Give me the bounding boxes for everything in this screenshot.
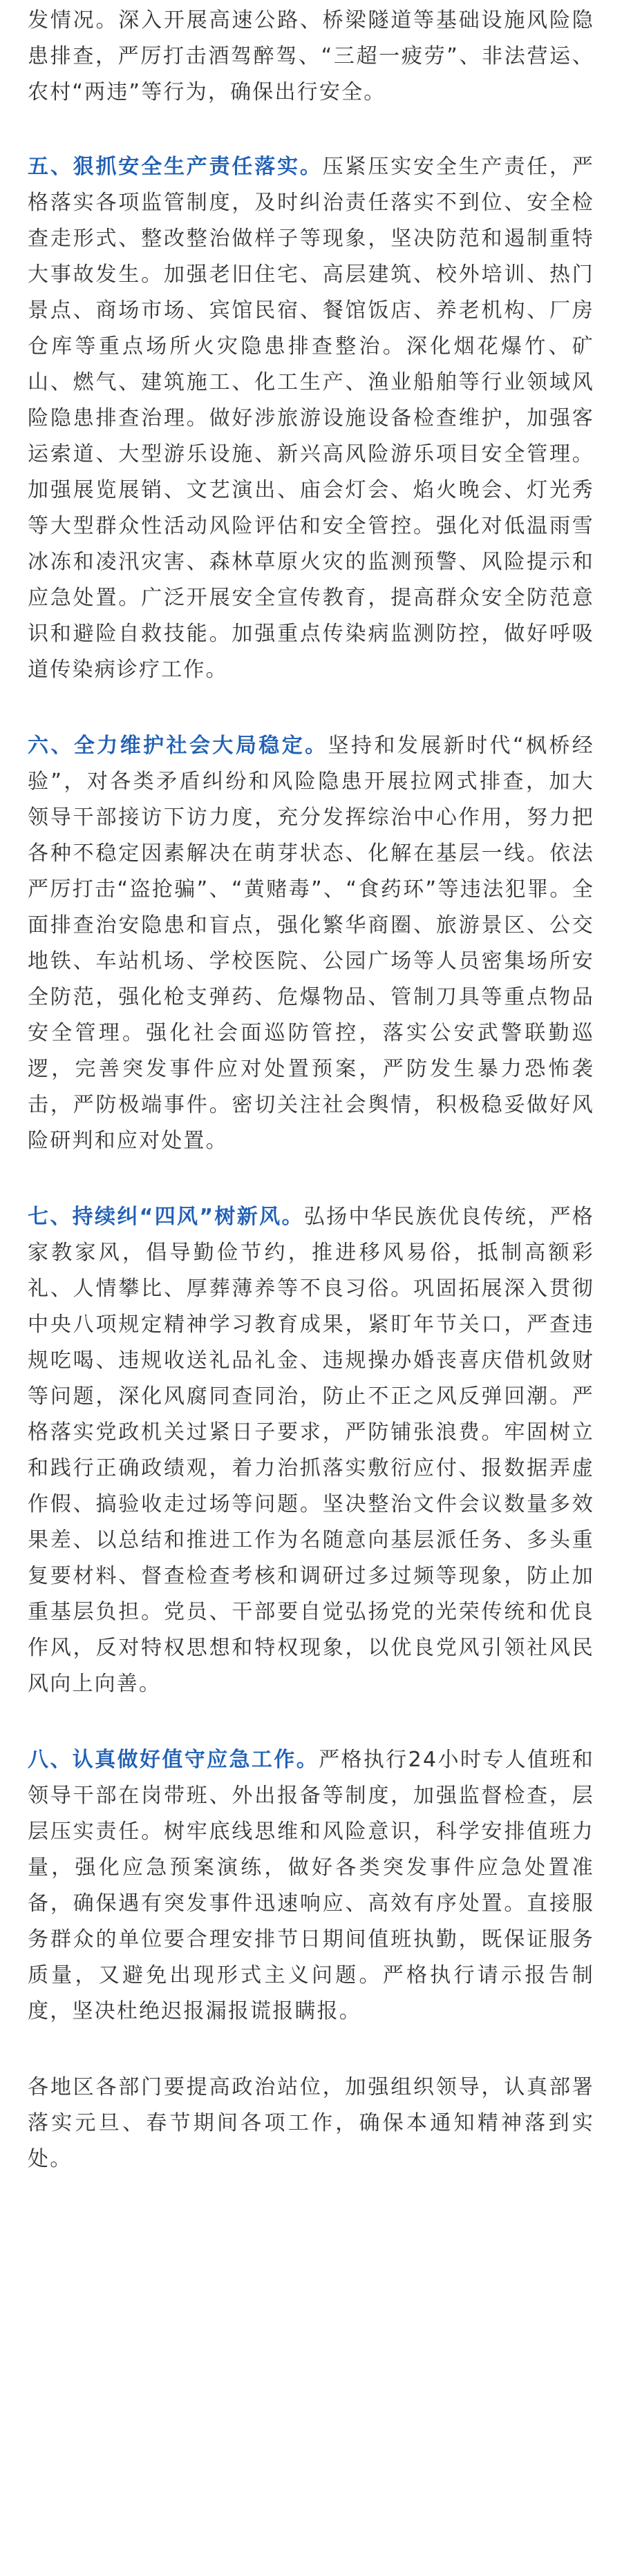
section-eight-paragraph <box>28 1742 594 2030</box>
section-seven-text: 弘扬中华民族优良传统，严格家教家风，倡导勤俭节约，推进移风易俗，抵制高额彩礼、人情攀比、厚葬薄养等不良习俗。巩固拓展深入贯彻中央八项规定精神学习教育成果，紧盯年节关口，严查违规吃喝、违规收送礼品礼金、违规操办婚丧喜庆借机敛财等问题，深化风腐同查同治，防止不正之风反弹回潮。严格落实党政机关过紧日子要求，严防铺张浪费。牢固树立和践行正确政绩观，着力治抓落实敷衍应付、报数据弄虚作假、搞验收走过场等问题。坚决整治文件会议数量多效果差、以总结和推进工作为名随意向基层派任务、多头重复要材料、督查检查考核和调研过多过频等现象，防止加重基层负担。党员、干部要自觉弘扬党的光荣传统和优良作风，反对特权思想和特权现象，以优良党风引领社风民风向上向善。 <box>28 1205 594 1696</box>
section-six-text: 坚持和发展新时代“枫桥经验”，对各类矛盾纠纷和风险隐患开展拉网式排查，加大领导干部接访下访力度，充分发挥综治中心作用，努力把各种不稳定因素解决在萌芽状态、化解在基层一线。依法严厉打击“盗抢骗”、“黄赌毒”、“食药环”等违法犯罪。全面排查治安隐患和盲点，强化繁华商圈、旅游景区、公交地铁、车站机场、学校医院、公园广场等人员密集场所安全防范，强化枪支弹药、危爆物品、管制刀具等重点物品安全管理。强化社会面巡防管控，落实公安武警联勤巡逻，完善突发事件应对处置预案，严防发生暴力恐怖袭击，严防极端事件。密切关注社会舆情，积极稳妥做好风险研判和应对处置。 <box>28 734 594 1153</box>
section-eight-heading: 八、认真做好值守应急工作。 <box>28 1748 319 1772</box>
paragraph-text: 发情况。深入开展高速公路、桥梁隧道等基础设施风险隐患排查，严厉打击酒驾醉驾、“三超一疲劳”、非法营运、农村“两违”等行为，确保出行安全。 <box>28 8 594 104</box>
section-five-paragraph <box>28 149 594 688</box>
section-seven-heading: 七、持续纠“四风”树新风。 <box>28 1205 304 1229</box>
section-six-paragraph <box>28 728 594 1159</box>
section-six-heading: 六、全力维护社会大局稳定。 <box>28 734 328 758</box>
section-five-heading: 五、狠抓安全生产责任落实。 <box>28 155 323 179</box>
intro-paragraph <box>28 3 594 111</box>
section-five-text: 压紧压实安全生产责任，严格落实各项监管制度，及时纠治责任落实不到位、安全检查走形式、整改整治做样子等现象，坚决防范和遏制重特大事故发生。加强老旧住宅、高层建筑、校外培训、热门景点、商场市场、宾馆民宿、餐馆饭店、养老机构、厂房仓库等重点场所火灾隐患排查整治。深化烟花爆竹、矿山、燃气、建筑施工、化工生产、渔业船舶等行业领域风险隐患排查治理。做好涉旅游设施设备检查维护，加强客运索道、大型游乐设施、新兴高风险游乐项目安全管理。加强展览展销、文艺演出、庙会灯会、焰火晚会、灯光秀等大型群众性活动风险评估和安全管控。强化对低温雨雪冰冻和凌汛灾害、森林草原火灾的监测预警、风险提示和应急处置。广泛开展安全宣传教育，提高群众安全防范意识和避险自救技能。加强重点传染病监测防控，做好呼吸道传染病诊疗工作。 <box>28 155 594 682</box>
closing-text: 各地区各部门要提高政治站位，加强组织领导，认真部署落实元旦、春节期间各项工作，确保本通知精神落到实处。 <box>28 2075 594 2171</box>
section-eight-text: 严格执行24小时专人值班和领导干部在岗带班、外出报备等制度，加强监督检查，层层压实责任。树牢底线思维和风险意识，科学安排值班力量，强化应急预案演练，做好各类突发事件应急处置准备，确保遇有突发事件迅速响应、高效有序处置。直接服务群众的单位要合理安排节日期间值班执勤，既保证服务质量，又避免出现形式主义问题。严格执行请示报告制度，坚决杜绝迟报漏报谎报瞒报。 <box>28 1748 594 2023</box>
section-seven-paragraph <box>28 1199 594 1702</box>
closing-paragraph <box>28 2070 594 2177</box>
